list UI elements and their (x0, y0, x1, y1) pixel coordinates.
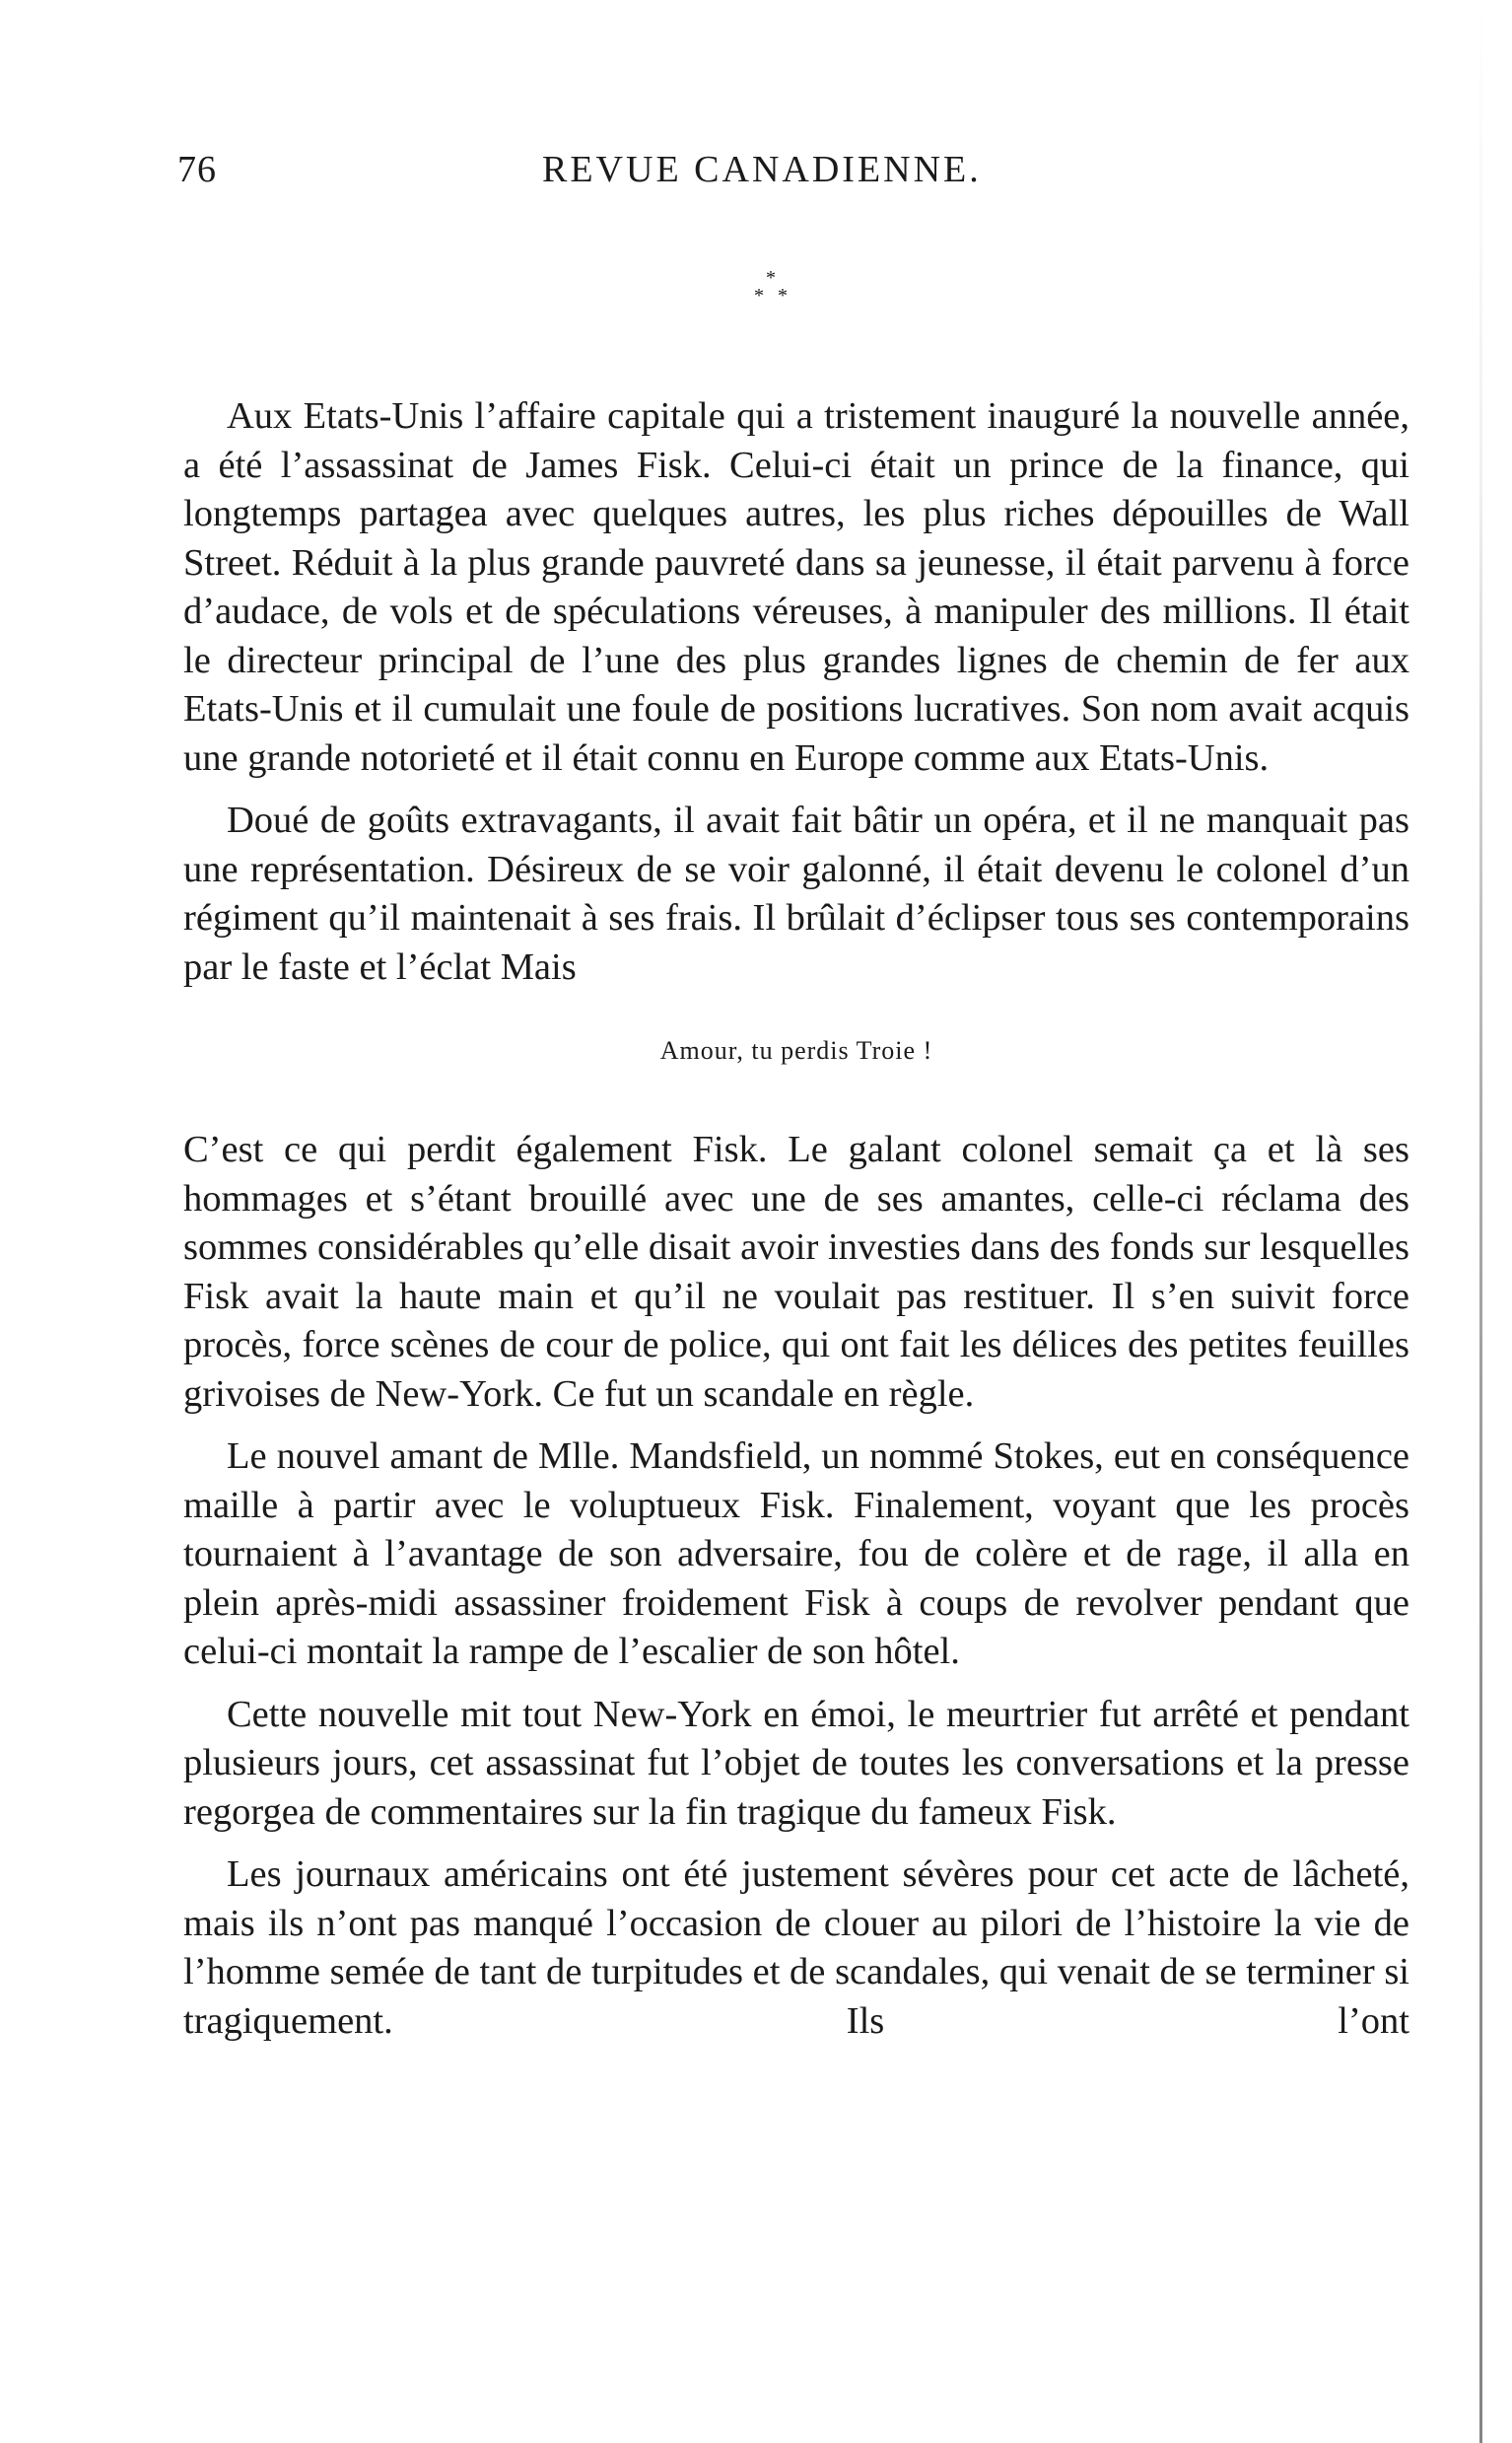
asterism-star-top: * (766, 267, 776, 289)
asterism-star-left: * (754, 285, 764, 307)
paragraph-3: C’est ce qui perdit également Fisk. Le galant colonel semait ça et là ses hommages et s’étant brouillé avec une de ses amantes, celle-ci réclama des sommes considérables qu’elle disait avoir investies dans des fonds sur lesquelles Fisk avait la haute main et qu’il ne voulait pas restituer. Il s’en suivit force procès, force scènes de cour de police, qui ont fait les délices des petites feuilles grivoises de New-York. Ce fut un scandale en règle. (183, 1129, 1409, 1415)
running-title: REVUE CANADIENNE. (542, 149, 982, 190)
verse-quotation: Amour, tu perdis Troie ! (659, 1036, 933, 1065)
asterism-ornament (754, 268, 793, 317)
body-text (183, 392, 1409, 2059)
paragraph-2: Doué de goûts extravagants, il avait fait bâtir un opéra, et il ne manquait pas une représentation. Désireux de se voir galonné, il était devenu le colonel d’un régiment qu’il maintenait à ses frais. Il brûlait d’éclipser tous ses contemporains par le faste et l’éclat Mais (183, 800, 1409, 988)
paragraph-6: Les journaux américains ont été justement sévères pour cet acte de lâcheté, mais ils n’ont pas manqué l’occasion de clouer au pilori de l’histoire la vie de l’homme semée de tant de turpitudes et de scandales, qui venait de se terminer si tragiquement. Ils l’ont (183, 1853, 1409, 2042)
paragraph-1: Aux Etats-Unis l’affaire capitale qui a tristement inauguré la nouvelle année, a été l’assassinat de James Fisk. Celui-ci était un prince de la finance, qui longtemps partagea avec quelques autres, les plus riches dépouilles de Wall Street. Réduit à la plus grande pauvreté dans sa jeunesse, il était parvenu à force d’audace, de vols et de spéculations véreuses, à manipuler des millions. Il était le directeur principal de l’une des plus grandes lignes de chemin de fer aux Etats-Unis et il cumulait une foule de positions lucratives. Son nom avait acquis une grande notorieté et il était connu en Europe comme aux Etats-Unis. (183, 395, 1409, 779)
paragraph-5: Cette nouvelle mit tout New-York en émoi, le meurtrier fut arrêté et pendant plusieurs jours, cet assassinat fut l’objet de toutes les conversations et la presse regorgea de commentaires sur la fin tragique du fameux Fisk. (183, 1693, 1409, 1833)
paragraph-4: Le nouvel amant de Mlle. Mandsfield, un nommé Stokes, eut en conséquence maille à partir avec le voluptueux Fisk. Finalement, voyant que les procès tournaient à l’avantage de son adversaire, fou de colère et de rage, il alla en plein après-midi assassiner froidement Fisk à coups de revolver pendant que celui-ci montait la rampe de l’escalier de son hôtel. (183, 1435, 1409, 1672)
asterism-star-right: * (778, 285, 788, 307)
page-header (177, 148, 1400, 207)
page-edge-shadow (1479, 0, 1482, 2443)
page-number: 76 (177, 149, 217, 190)
